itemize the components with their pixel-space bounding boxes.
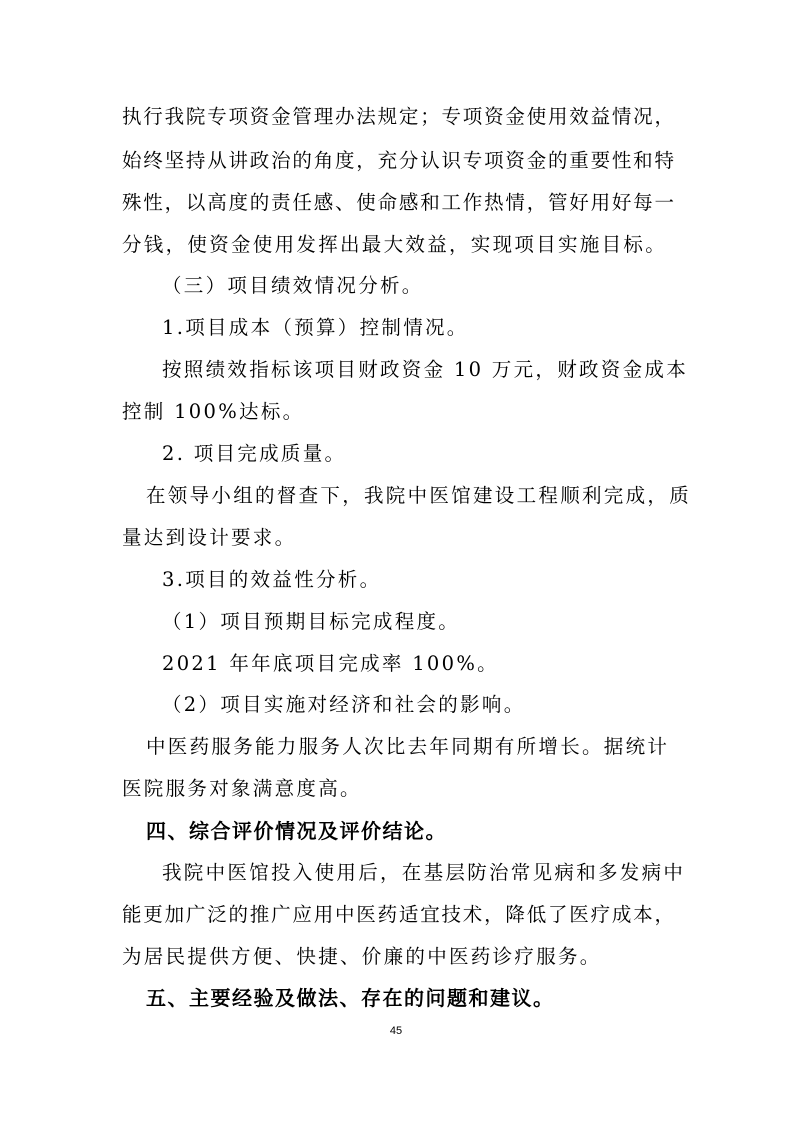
body-line: 执行我院专项资金管理办法规定；专项资金使用效益情况，	[122, 105, 674, 128]
section-subheading: （三）项目绩效情况分析。	[162, 274, 424, 297]
body-line: 医院服务对象满意度高。	[122, 777, 362, 800]
body-line: 始终坚持从讲政治的角度，充分认识专项资金的重要性和特	[122, 149, 674, 172]
sub-item-heading: （2）项目实施对经济和社会的影响。	[162, 693, 526, 716]
section-heading: 五、主要经验及做法、存在的问题和建议。	[146, 986, 555, 1010]
item-heading: 3.项目的效益性分析。	[162, 568, 382, 591]
body-line: 分钱，使资金使用发挥出最大效益，实现项目实施目标。	[122, 233, 668, 256]
body-line: 在领导小组的督查下，我院中医馆建设工程顺利完成，质	[146, 484, 692, 507]
body-line: 中医药服务能力服务人次比去年同期有所增长。据统计	[146, 735, 670, 758]
body-line: 量达到设计要求。	[122, 526, 297, 549]
section-heading: 四、综合评价情况及评价结论。	[146, 819, 447, 843]
page-number: 45	[389, 1025, 403, 1037]
body-line: 按照绩效指标该项目财政资金 10 万元，财政资金成本	[162, 358, 689, 381]
body-line: 2021 年年底项目完成率 100%。	[162, 652, 499, 675]
body-line: 我院中医馆投入使用后，在基层防治常见病和多发病中	[162, 861, 686, 884]
item-heading: 2. 项目完成质量。	[162, 442, 347, 465]
body-line: 为居民提供方便、快捷、价廉的中医药诊疗服务。	[122, 945, 602, 968]
body-line: 殊性，以高度的责任感、使命感和工作热情，管好用好每一	[122, 191, 674, 214]
sub-item-heading: （1）项目预期目标完成程度。	[162, 610, 461, 633]
body-line: 控制 100%达标。	[122, 400, 305, 423]
item-heading: 1.项目成本（预算）控制情况。	[162, 316, 469, 339]
body-line: 能更加广泛的推广应用中医药适宜技术，降低了医疗成本，	[122, 903, 674, 926]
